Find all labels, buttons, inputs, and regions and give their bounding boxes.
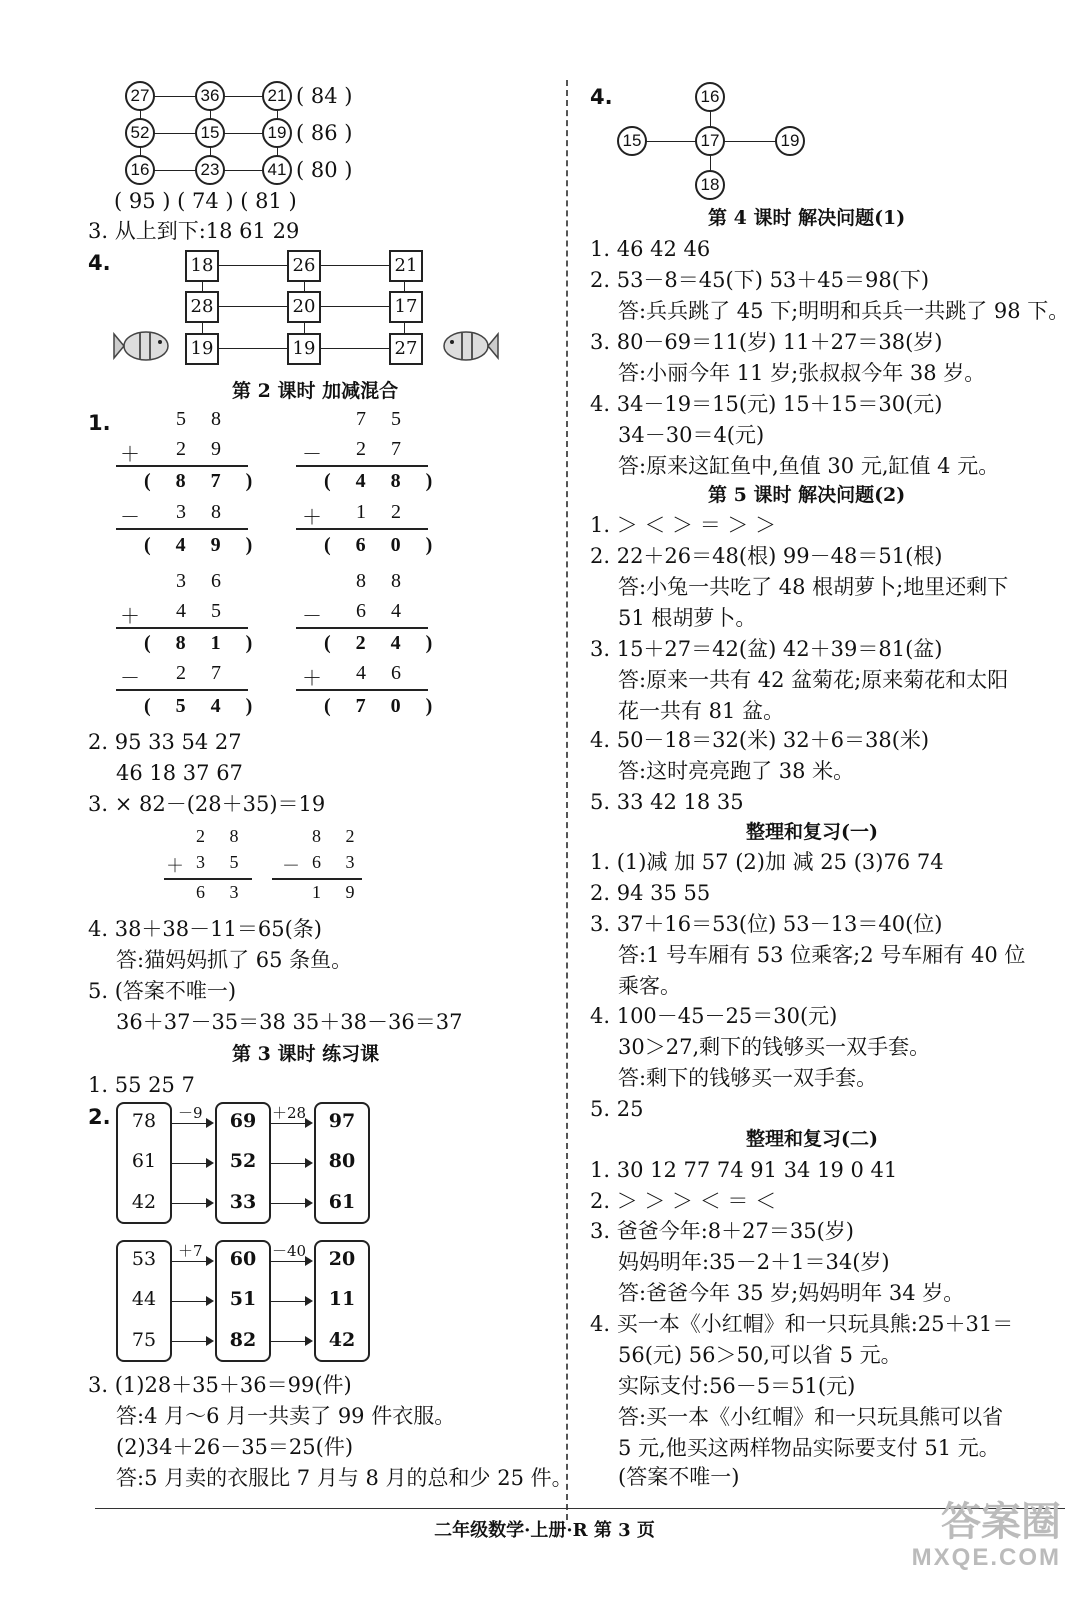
calc-row: 2 8 xyxy=(196,826,249,846)
q3-line: 3. × 82－(28＋35)＝19 xyxy=(88,792,326,816)
calc-op: － xyxy=(120,668,150,690)
flow-cell: 78 xyxy=(131,1110,157,1132)
calc-op: ＋ xyxy=(166,856,194,876)
r2-line: 答:爸爸今年 35 岁;妈妈明年 34 岁。 xyxy=(618,1281,965,1305)
l5-line: 2. 22＋26＝48(根) 99－48＝51(根) xyxy=(590,544,943,568)
arrow-icon xyxy=(172,1163,212,1164)
r2-line: 5 元,他买这两样物品实际要支付 51 元。 xyxy=(618,1436,1000,1460)
calc-op: ＋ xyxy=(302,668,332,690)
cross-circle: 17 xyxy=(695,126,725,156)
l5-line: 5. 33 42 18 35 xyxy=(590,790,744,814)
r1-line: 2. 94 35 55 xyxy=(590,881,711,905)
arrow-icon xyxy=(271,1341,311,1342)
r1-line: 答:剩下的钱够买一双手套。 xyxy=(618,1066,878,1090)
grid-square: 21 xyxy=(389,250,423,282)
calc-row: 6 4 xyxy=(356,600,411,622)
l4-line: 1. 46 42 46 xyxy=(590,237,711,261)
r2-line: 妈妈明年:35－2＋1＝34(岁) xyxy=(618,1250,890,1274)
r1-line: 乘客。 xyxy=(618,974,681,998)
grid-square: 19 xyxy=(287,333,321,365)
flow-cell: 51 xyxy=(229,1288,257,1310)
calc-result: 6 3 xyxy=(196,882,249,902)
calc-row: 8 8 xyxy=(356,570,411,592)
row-sum: ( 86 ) xyxy=(296,121,353,145)
cross-circle: 15 xyxy=(617,126,647,156)
calc-op: ＋ xyxy=(302,507,332,529)
fish-icon xyxy=(112,322,176,370)
calc-row: 3 6 xyxy=(176,570,231,592)
grid-circle: 15 xyxy=(195,118,225,148)
arrow-icon xyxy=(271,1123,311,1124)
grid-square: 27 xyxy=(389,333,423,365)
r2-line: 答:买一本《小红帽》和一只玩具熊可以省 xyxy=(618,1405,1004,1429)
grid-square: 20 xyxy=(287,291,321,323)
calc-row: 2 7 xyxy=(356,438,411,460)
q2-line1: 2. 95 33 54 27 xyxy=(88,730,242,754)
q3-top: 3. 从上到下:18 61 29 xyxy=(88,219,300,243)
calc-result: ( 2 4 ) xyxy=(324,632,443,654)
calc-row: 5 8 xyxy=(176,408,231,430)
l5-line: 3. 15＋27＝42(盆) 42＋39＝81(盆) xyxy=(590,637,943,661)
q4-line: 4. 38＋38－11＝65(条) xyxy=(88,917,322,941)
l3-q3a-answer: 答:4 月～6 月一共卖了 99 件衣服。 xyxy=(116,1404,456,1428)
lesson5-title: 第 5 课时 解决问题(2) xyxy=(708,484,906,506)
cross-circle: 18 xyxy=(695,170,725,200)
calc-op: － xyxy=(302,444,332,466)
flow-op-label: ＋28 xyxy=(272,1104,307,1122)
q2-line2: 46 18 37 67 xyxy=(116,761,243,785)
arrow-icon xyxy=(271,1163,311,1164)
flow-cell: 52 xyxy=(229,1150,257,1172)
calc-row: 3 5 xyxy=(196,852,249,872)
l5-line: 1. ＞ ＜ ＞ ＝ ＞ ＞ xyxy=(590,513,777,537)
flow-cell: 69 xyxy=(229,1110,257,1132)
flow-cell: 60 xyxy=(229,1248,257,1270)
l3-q1: 1. 55 25 7 xyxy=(88,1073,195,1097)
arrow-icon xyxy=(172,1261,212,1262)
arrow-icon xyxy=(172,1123,212,1124)
calc-row: 8 2 xyxy=(312,826,365,846)
grid-circle: 52 xyxy=(125,118,155,148)
lesson3-title: 第 3 课时 练习课 xyxy=(232,1043,380,1065)
calc-row: 4 6 xyxy=(356,662,411,684)
r2-line: 2. ＞ ＞ ＞ ＜ ＝ ＜ xyxy=(590,1189,777,1213)
flow-cell: 80 xyxy=(328,1150,356,1172)
l4-line: 3. 80－69＝11(岁) 11＋27＝38(岁) xyxy=(590,330,943,354)
l3-q3a: 3. (1)28＋35＋36＝99(件) xyxy=(88,1373,352,1397)
row-sum: ( 84 ) xyxy=(296,84,353,108)
r2-line: 1. 30 12 77 74 91 34 19 0 41 xyxy=(590,1158,898,1182)
grid-square: 28 xyxy=(185,291,219,323)
arrow-icon xyxy=(172,1203,212,1204)
flow-cell: 11 xyxy=(328,1288,356,1310)
l3-q3b: (2)34＋26－35＝25(件) xyxy=(116,1435,354,1459)
flow-cell: 44 xyxy=(131,1288,157,1310)
calc-row: 1 2 xyxy=(356,501,411,523)
cross-circle: 19 xyxy=(775,126,805,156)
flow-cell: 20 xyxy=(328,1248,356,1270)
arrow-icon xyxy=(172,1301,212,1302)
flow-cell: 75 xyxy=(131,1329,157,1351)
calc-row: 4 5 xyxy=(176,600,231,622)
calc-result: 1 9 xyxy=(312,882,365,902)
l5-line: 答:小兔一共吃了 48 根胡萝卜;地里还剩下 xyxy=(618,575,1009,599)
footer-rule xyxy=(95,1508,1065,1509)
calc-result: ( 4 8 ) xyxy=(324,470,443,492)
r1-line: 1. (1)减 加 57 (2)加 减 25 (3)76 74 xyxy=(590,850,944,874)
flow-op-label: ＋7 xyxy=(178,1242,203,1260)
flow-cell: 97 xyxy=(328,1110,356,1132)
l4-line: 答:原来这缸鱼中,鱼值 30 元,缸值 4 元。 xyxy=(618,454,1000,478)
grid-circle: 27 xyxy=(125,81,155,111)
l5-line: 4. 50－18＝32(米) 32＋6＝38(米) xyxy=(590,728,930,752)
r1-line: 3. 37＋16＝53(位) 53－13＝40(位) xyxy=(590,912,943,936)
arrow-icon xyxy=(172,1341,212,1342)
calc-result: ( 7 0 ) xyxy=(324,695,443,717)
q5-line: 5. (答案不唯一) xyxy=(88,979,237,1003)
col-sums: ( 95 ) ( 74 ) ( 81 ) xyxy=(114,189,297,213)
lesson2-q1: 1. xyxy=(88,411,111,435)
page-footer: 二年级数学·上册·R 第 3 页 xyxy=(434,1520,655,1541)
l5-line: 51 根胡萝卜。 xyxy=(618,606,757,630)
r2-line: 实际支付:56－5＝51(元) xyxy=(618,1374,856,1398)
calc-result: ( 8 1 ) xyxy=(144,632,263,654)
r-q4-label: 4. xyxy=(590,85,613,109)
calc-op: － xyxy=(120,507,150,529)
l3-q2: 2. xyxy=(88,1105,111,1129)
grid-circle: 23 xyxy=(195,155,225,185)
calc-result: ( 6 0 ) xyxy=(324,534,443,556)
arrow-icon xyxy=(271,1261,311,1262)
review1-title: 整理和复习(一) xyxy=(746,821,878,843)
grid-square: 26 xyxy=(287,250,321,282)
r2-line: 56(元) 56＞50,可以省 5 元。 xyxy=(618,1343,902,1367)
l5-line: 答:这时亮亮跑了 38 米。 xyxy=(618,759,855,783)
l4-line: 34－30＝4(元) xyxy=(618,423,765,447)
watermark-url: MXQE.COM xyxy=(911,1544,1061,1571)
row-sum: ( 80 ) xyxy=(296,158,353,182)
r1-line: 4. 100－45－25＝30(元) xyxy=(590,1004,838,1028)
flow-cell: 61 xyxy=(131,1150,157,1172)
grid-square: 17 xyxy=(389,291,423,323)
flow-cell: 82 xyxy=(229,1329,257,1351)
r1-line: 答:1 号车厢有 53 位乘客;2 号车厢有 40 位 xyxy=(618,943,1026,967)
l5-line: 花一共有 81 盆。 xyxy=(618,699,785,723)
calc-result: ( 4 9 ) xyxy=(144,534,263,556)
r1-line: 5. 25 xyxy=(590,1097,644,1121)
calc-op: － xyxy=(302,606,332,628)
l3-q3b-answer: 答:5 月卖的衣服比 7 月与 8 月的总和少 25 件。 xyxy=(116,1466,573,1490)
calc-row: 6 3 xyxy=(312,852,365,872)
flow-cell: 42 xyxy=(328,1329,356,1351)
flow-cell: 42 xyxy=(131,1191,157,1213)
l4-line: 答:小丽今年 11 岁;张叔叔今年 38 岁。 xyxy=(618,361,986,385)
l4-line: 答:兵兵跳了 45 下;明明和兵兵一共跳了 98 下。 xyxy=(618,299,1070,323)
calc-row: 2 9 xyxy=(176,438,231,460)
arrow-icon xyxy=(271,1301,311,1302)
q4-answer: 答:猫妈妈抓了 65 条鱼。 xyxy=(116,948,353,972)
grid-circle: 21 xyxy=(262,81,292,111)
r2-line: 4. 买一本《小红帽》和一只玩具熊:25＋31＝ xyxy=(590,1312,1014,1336)
r1-line: 30＞27,剩下的钱够买一双手套。 xyxy=(618,1035,931,1059)
arrow-icon xyxy=(271,1203,311,1204)
grid-circle: 36 xyxy=(195,81,225,111)
fish-icon xyxy=(436,322,500,370)
watermark-logo: 答案圈 xyxy=(941,1500,1061,1544)
column-divider xyxy=(566,80,568,1520)
flow-cell: 53 xyxy=(131,1248,157,1270)
calc-op: ＋ xyxy=(120,606,150,628)
grid-square: 18 xyxy=(185,250,219,282)
grid-circle: 19 xyxy=(262,118,292,148)
grid-circle: 16 xyxy=(125,155,155,185)
r2-line: (答案不唯一) xyxy=(618,1465,740,1489)
calc-row: 2 7 xyxy=(176,662,231,684)
l4-line: 2. 53－8＝45(下) 53＋45＝98(下) xyxy=(590,268,930,292)
l5-line: 答:原来一共有 42 盆菊花;原来菊花和太阳 xyxy=(618,668,1009,692)
flow-cell: 33 xyxy=(229,1191,257,1213)
lesson4-title: 第 4 课时 解决问题(1) xyxy=(708,207,906,229)
flow-op-label: －40 xyxy=(272,1242,307,1260)
lesson2-title: 第 2 课时 加减混合 xyxy=(232,380,399,402)
review2-title: 整理和复习(二) xyxy=(746,1128,878,1150)
flow-cell: 61 xyxy=(328,1191,356,1213)
cross-circle: 16 xyxy=(695,82,725,112)
calc-result: ( 8 7 ) xyxy=(144,470,263,492)
l4-line: 4. 34－19＝15(元) 15＋15＝30(元) xyxy=(590,392,943,416)
calc-row: 3 8 xyxy=(176,501,231,523)
grid-circle: 41 xyxy=(262,155,292,185)
calc-op: － xyxy=(282,856,310,876)
q5-equations: 36＋37－35＝38 35＋38－36＝37 xyxy=(116,1010,463,1034)
calc-op: ＋ xyxy=(120,444,150,466)
calc-row: 7 5 xyxy=(356,408,411,430)
calc-result: ( 5 4 ) xyxy=(144,695,263,717)
q4-label: 4. xyxy=(88,251,111,275)
r2-line: 3. 爸爸今年:8＋27＝35(岁) xyxy=(590,1219,854,1243)
flow-op-label: －9 xyxy=(178,1104,203,1122)
grid-square: 19 xyxy=(185,333,219,365)
